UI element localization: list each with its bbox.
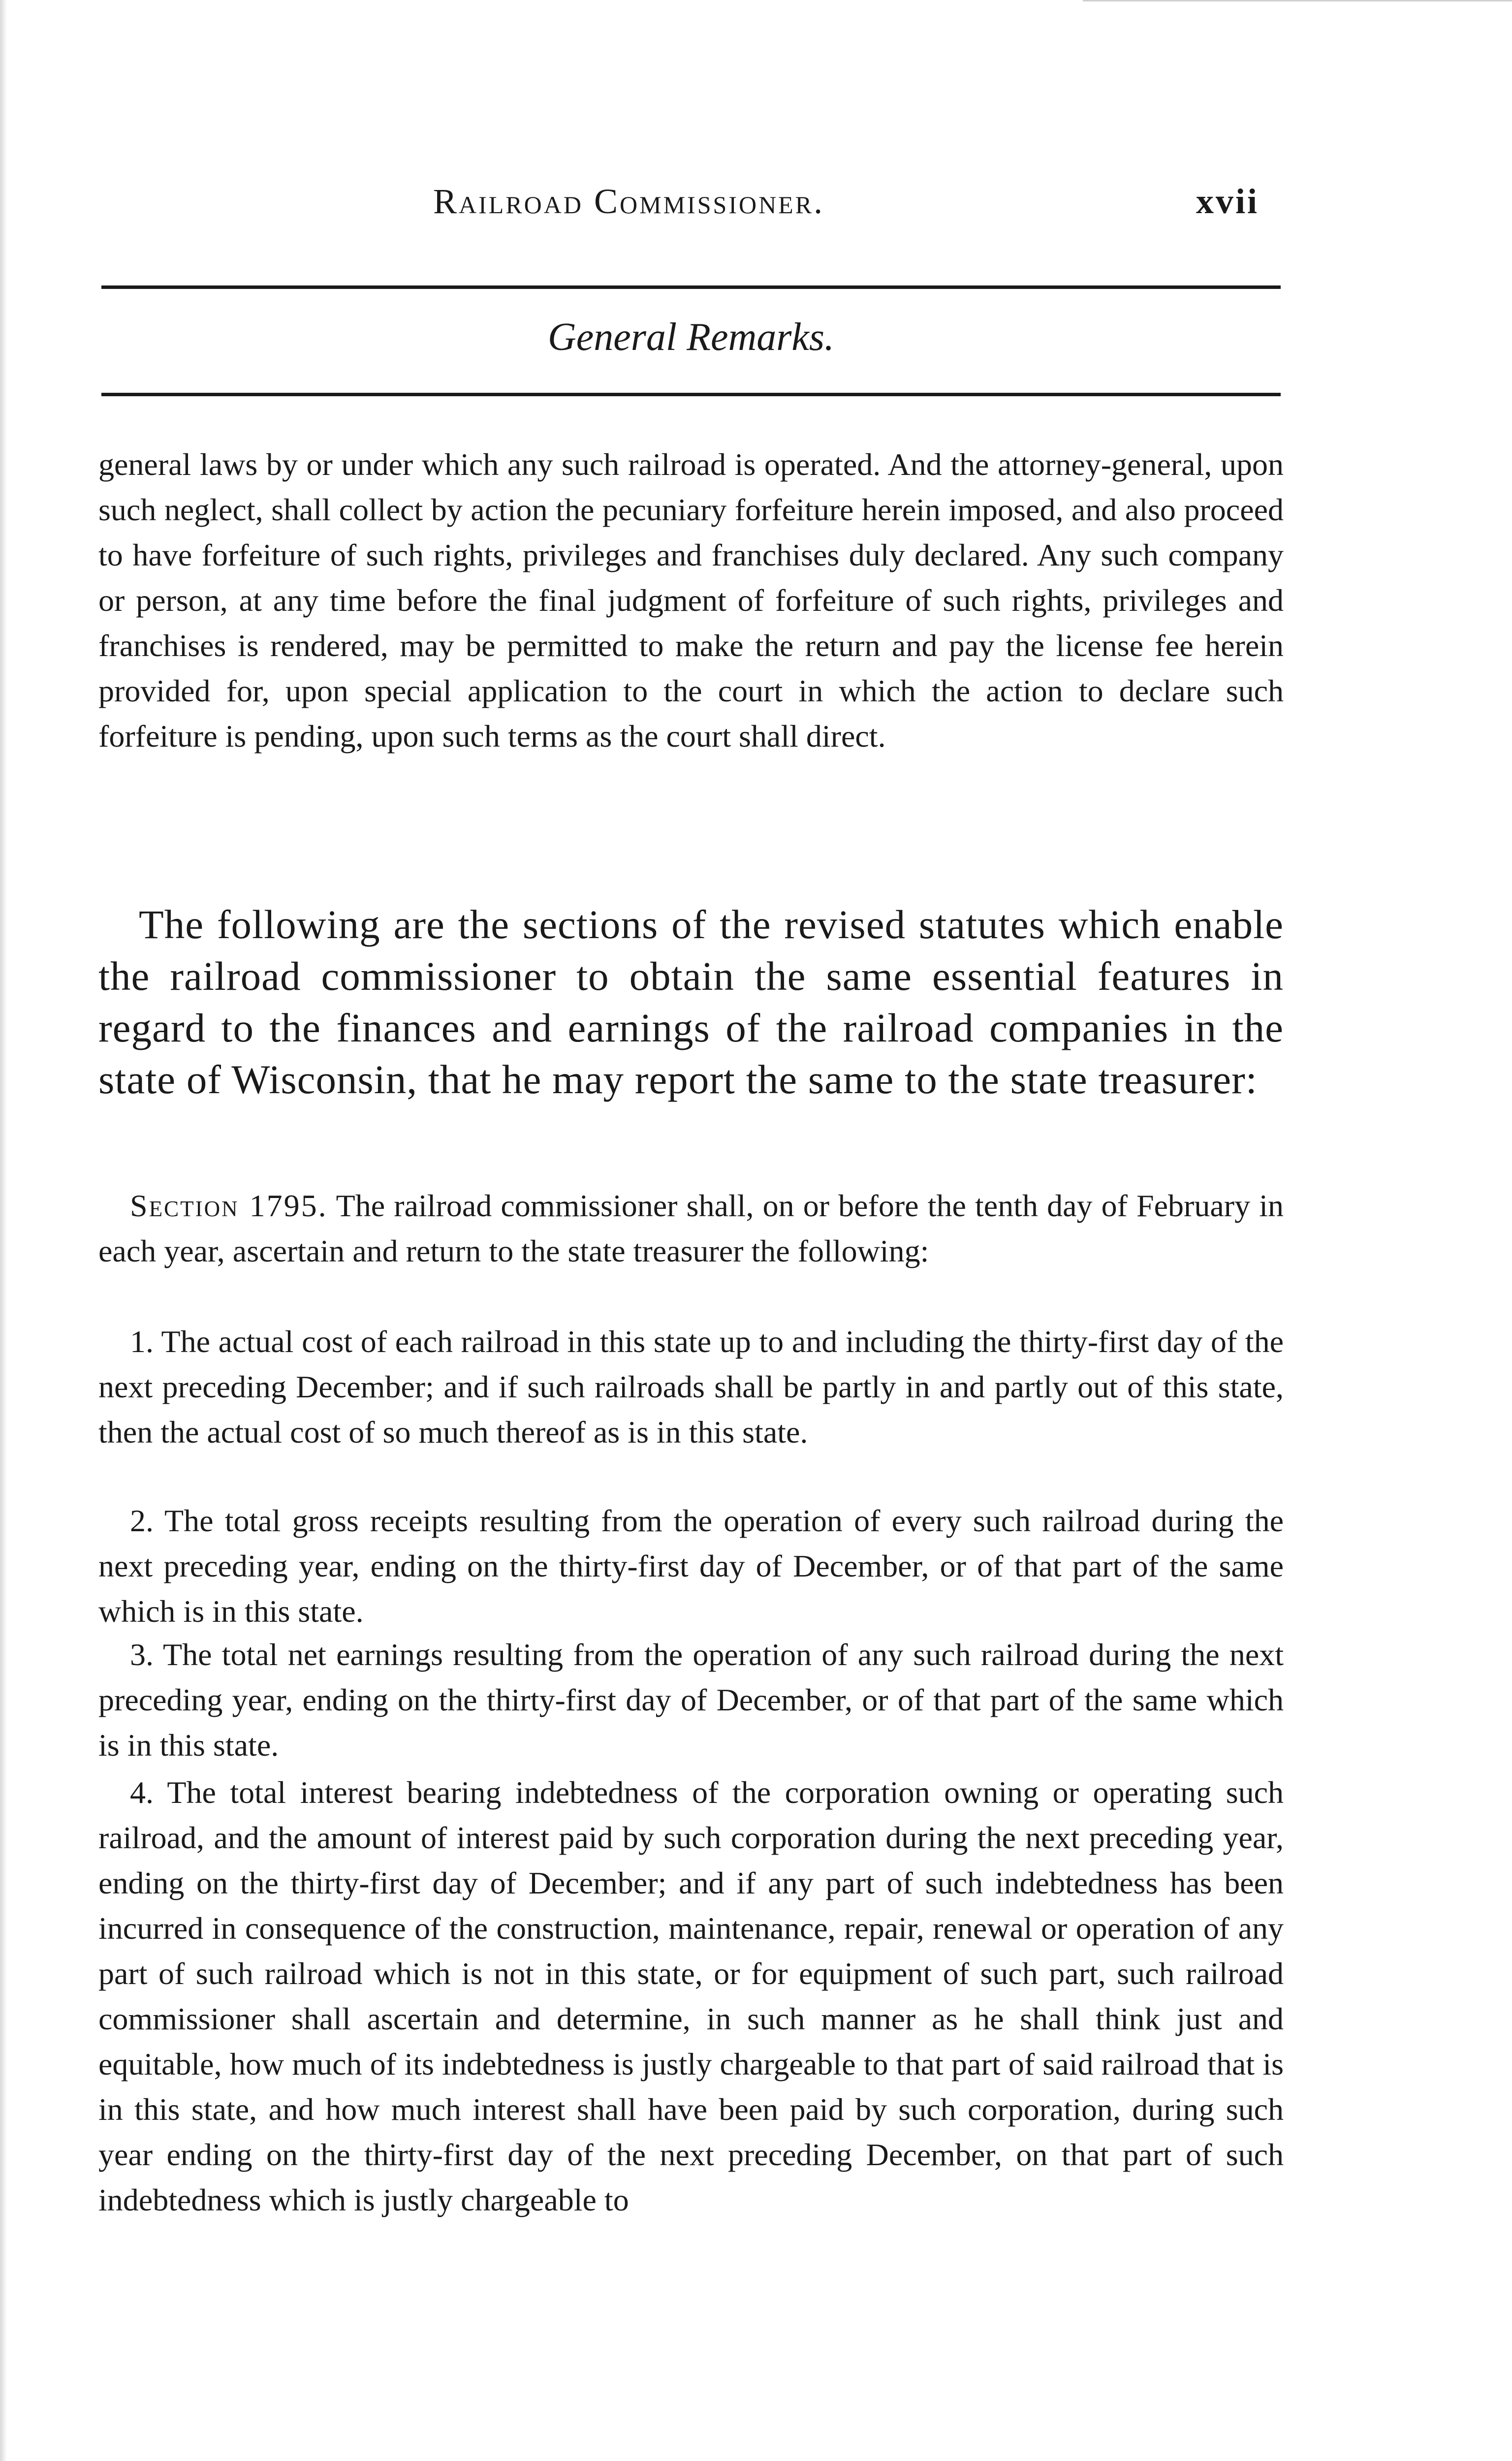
section-title: General Remarks. bbox=[547, 316, 835, 359]
paragraph-continuation: general laws by or under which any such railroad is operated. And the attorney-general, upon such neglect, shall collect by action the pecuniary forfeiture herein imposed, and also proceed to have forfeiture of such rights, privileges and franchises duly declared. Any such company or person, at any time before the final judgment of forfeiture of such rights, privileges and franchises is rendered, may be permitted to make the return and pay the license fee herein provided for, upon special application to the court in which the action to declare such forfeiture is pending, upon such terms as the court shall direct. bbox=[98, 447, 1284, 754]
list-item-3: 3. The total net earnings resulting from the operation of any such railroad during the next preceding year, ending on the thirty-first day of December, or of that part of the same which is in this state. bbox=[98, 1637, 1284, 1763]
list-item-2: 2. The total gross receipts resulting from the operation of every such railroad during the next preceding year, ending on the thirty-first day of December, or of that part of the same which is in this state. bbox=[98, 1503, 1284, 1629]
page-edge-top bbox=[1083, 0, 1512, 6]
section-text: The railroad commissioner shall, on or before the tenth day of February in each year, ascertain and return to the state treasurer the following: bbox=[98, 1188, 1284, 1268]
header-rule-top bbox=[101, 285, 1281, 289]
running-head-title: Railroad Commissioner. bbox=[433, 182, 825, 221]
page-number: xvii bbox=[1196, 182, 1260, 221]
header-rule-bottom bbox=[101, 393, 1281, 396]
list-item-4: 4. The total interest bearing indebtedness of the corporation owning or operating such railroad, and the amount of interest paid by such corporation during the next preceding year, ending on the thirty-first day of December; and if any part of such indebtedness has been incurred in consequence of the construction, maintenance, repair, renewal or operation of any part of such railroad which is not in this state, or for equipment of such part, such railroad commissioner shall ascertain and determine, in such manner as he shall think just and equitable, how much of its indebtedness is justly chargeable to that part of said railroad that is in this state, and how much interest shall have been paid by such corporation, during such year ending on the thirty-first day of the next preceding December, on that part of such indebtedness which is justly chargeable to bbox=[98, 1775, 1284, 2217]
paragraph-intro: The following are the sections of the revised statutes which enable the railroad commissioner to obtain the same essential features in regard to the finances and earnings of the railroad companies in the state of Wisconsin, that he may report the same to the state treasurer: bbox=[98, 902, 1284, 1102]
page-edge-shadow bbox=[0, 0, 7, 2461]
paragraph-section-1795 bbox=[98, 1183, 1284, 1274]
list-item-1: 1. The actual cost of each railroad in this state up to and including the thirty-first day of the next preceding December; and if such railroads shall be partly in and partly out of this state, then the actual cost of so much thereof as is in this state. bbox=[98, 1324, 1284, 1450]
section-label: Section 1795. bbox=[130, 1188, 328, 1223]
